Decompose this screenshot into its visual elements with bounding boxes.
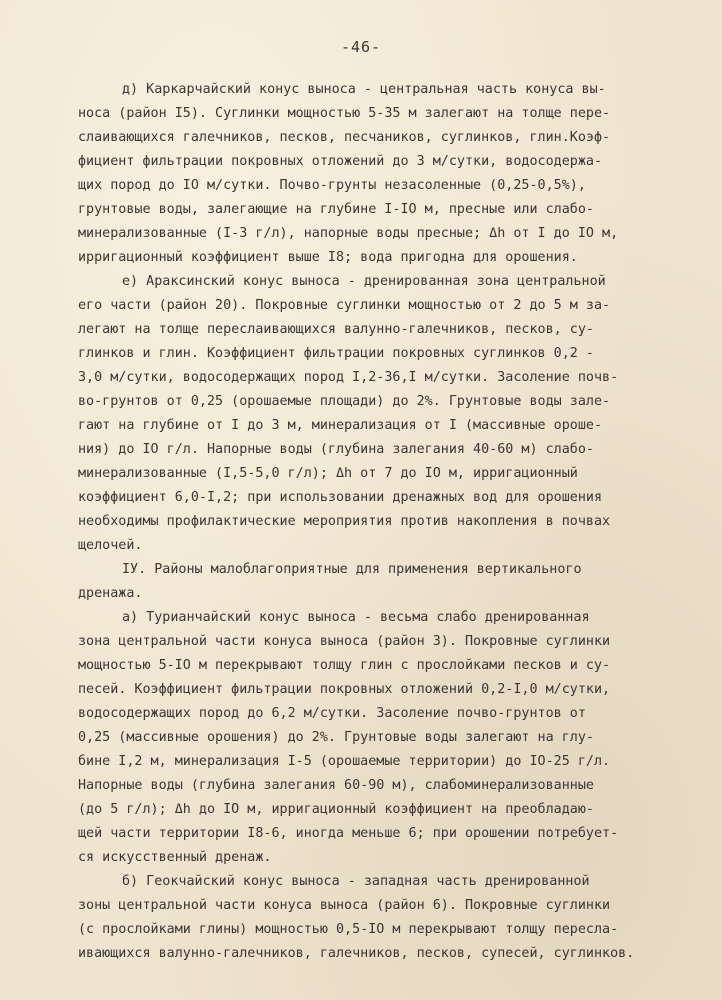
- text-line: ся искусственный дренаж.: [78, 850, 272, 865]
- text-line: минерализованные (I,5-5,0 г/л); Δh от 7 до IO м, ирригационный: [78, 466, 578, 481]
- text-line: носа (район I5). Суглинки мощностью 5-35 м залегают на толще пере-: [78, 106, 611, 121]
- text-line: легают на толще переслаивающихся валунно-галечников, песков, су-: [78, 322, 594, 337]
- text-line: б) Геокчайский конус выноса - западная часть дренированной: [122, 874, 590, 889]
- text-line: слаивающихся галечников, песков, песчаников, суглинков, глин.Коэф-: [78, 130, 611, 145]
- text-line: водосодержащих пород до 6,2 м/сутки. Засоление почво-грунтов от: [78, 706, 586, 721]
- text-line: (до 5 г/л); Δh до IO м, ирригационный коэффициент на преобладаю-: [78, 802, 594, 817]
- text-line: 3,0 м/сутки, водосодержащих пород I,2-36,I м/сутки. Засоление почв-: [78, 370, 619, 385]
- text-line: ивающихся валунно-галечников, галечников, песков, супесей, суглинков.: [78, 946, 635, 961]
- text-line: во-грунтов от 0,25 (орошаемые площади) до 2%. Грунтовые воды зале-: [78, 394, 611, 409]
- text-line: дренажа.: [78, 586, 143, 601]
- text-line: щих пород до IO м/сутки. Почво-грунты незасоленные (0,25-0,5%),: [78, 178, 586, 193]
- text-line: 0,25 (массивные орошения) до 2%. Грунтовые воды залегают на глу-: [78, 730, 594, 745]
- text-line: IУ. Районы малоблагоприятные для применения вертикального: [122, 562, 582, 577]
- text-line: д) Каркарчайский конус выноса - центральная часть конуса вы-: [122, 82, 606, 97]
- text-line: (с прослойками глины) мощностью 0,5-IO м перекрывают толщу пересла-: [78, 922, 619, 937]
- text-line: а) Турианчайский конус выноса - весьма слабо дренированная: [122, 610, 590, 625]
- text-line: фициент фильтрации покровных отложений до 3 м/сутки, водосодержа-: [78, 154, 603, 169]
- text-line: бине I,2 м, минерализация I-5 (орошаемые территории) до IO-25 г/л.: [78, 754, 611, 769]
- text-line: гают на глубине от I до 3 м, минерализация от I (массивные ороше-: [78, 418, 603, 433]
- text-line: Напорные воды (глубина залегания 60-90 м), слабоминерализованные: [78, 778, 594, 793]
- text-line: е) Араксинский конус выноса - дренированная зона центральной: [122, 274, 606, 289]
- text-line: мощностью 5-IO м перекрывают толщу глин с прослойками песков и су-: [78, 658, 611, 673]
- text-line: щей части территории I8-6, иногда меньше 6; при орошении потребует-: [78, 826, 619, 841]
- page-number: -46-: [340, 38, 382, 56]
- text-line: грунтовые воды, залегающие на глубине I-IO м, пресные или слабо-: [78, 202, 594, 217]
- text-line: ния) до IO г/л. Напорные воды (глубина залегания 40-60 м) слабо-: [78, 442, 594, 457]
- text-line: минерализованные (I-3 г/л), напорные воды пресные; Δh от I до IO м,: [78, 226, 619, 241]
- text-line: зоны центральной части конуса выноса (район 6). Покровные суглинки: [78, 898, 611, 913]
- text-line: его части (район 20). Покровные суглинки мощностью от 2 до 5 м за-: [78, 298, 611, 313]
- text-line: зона центральной части конуса выноса (район 3). Покровные суглинки: [78, 634, 611, 649]
- text-line: глинков и глин. Коэффициент фильтрации покровных суглинков 0,2 -: [78, 346, 594, 361]
- text-line: песей. Коэффициент фильтрации покровных отложений 0,2-I,0 м/сутки,: [78, 682, 611, 697]
- text-line: коэффициент 6,0-I,2; при использовании дренажных вод для орошения: [78, 490, 603, 505]
- text-line: необходимы профилактические мероприятия против накопления в почвах: [78, 514, 611, 529]
- text-line: ирригационный коэффициент выше I8; вода пригодна для орошения.: [78, 250, 578, 265]
- text-line: щелочей.: [78, 538, 143, 553]
